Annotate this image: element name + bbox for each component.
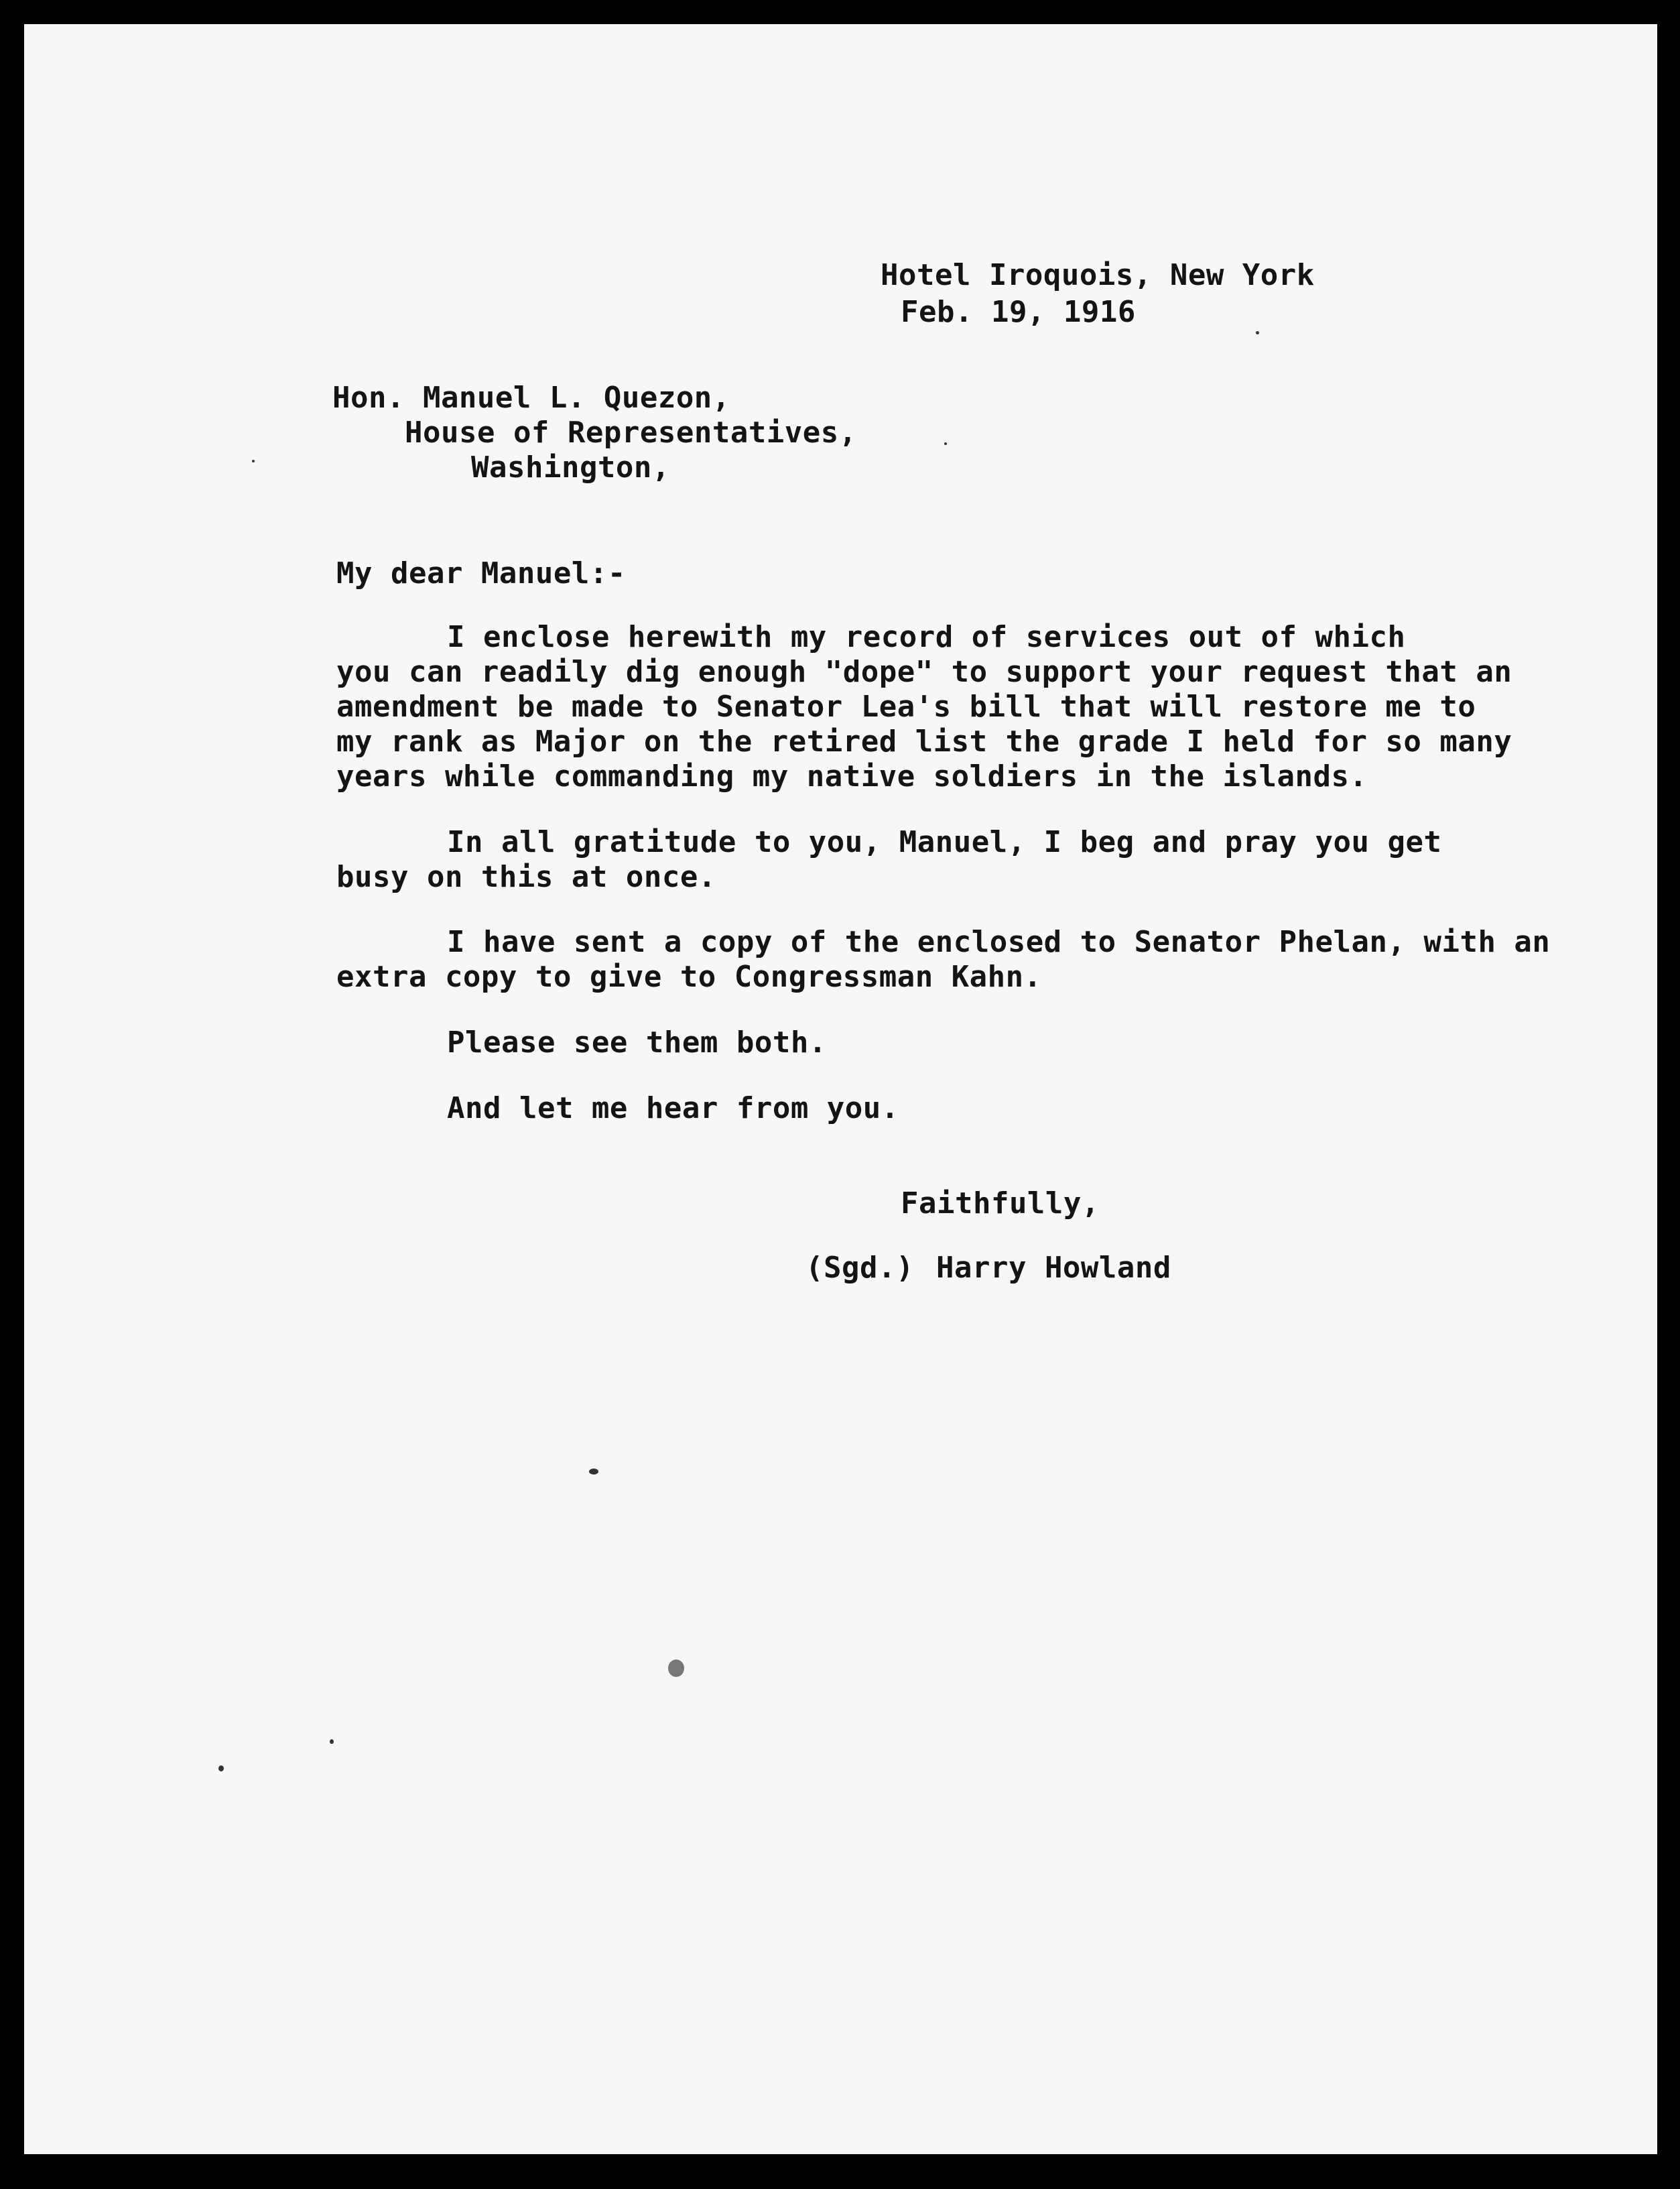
body-p3-line2: extra copy to give to Congressman Kahn. <box>336 960 1042 994</box>
body-p1-line4: my rank as Major on the retired list the grade I held for so many <box>336 725 1512 759</box>
body-p2-line2: busy on this at once. <box>336 860 716 894</box>
scan-speck <box>589 1468 598 1475</box>
scan-speck <box>1256 331 1259 334</box>
letterhead-place: Hotel Iroquois, New York <box>881 258 1315 292</box>
scan-speck <box>668 1660 684 1677</box>
body-p2-line1: In all gratitude to you, Manuel, I beg and pray you get <box>447 825 1442 859</box>
body-p1-line5: years while commanding my native soldiers in the islands. <box>336 759 1368 794</box>
body-p4: Please see them both. <box>447 1025 827 1060</box>
body-p1-line3: amendment be made to Senator Lea's bill that will restore me to <box>336 690 1476 724</box>
salutation: My dear Manuel:- <box>336 556 626 590</box>
scan-speck <box>252 460 255 462</box>
body-p1-line2: you can readily dig enough "dope" to support your request that an <box>336 655 1512 689</box>
body-p3-line1: I have sent a copy of the enclosed to Senator Phelan, with an <box>447 925 1551 959</box>
valediction: Faithfully, <box>901 1186 1100 1221</box>
recipient-name: Hon. Manuel L. Quezon, <box>332 381 730 415</box>
recipient-city: Washington, <box>471 450 670 485</box>
scan-speck <box>944 442 947 445</box>
body-p5: And let me hear from you. <box>447 1091 899 1125</box>
signature-name: Harry Howland <box>936 1251 1171 1285</box>
body-p1-line1: I enclose herewith my record of services out of which <box>447 620 1406 654</box>
scan-speck <box>330 1739 334 1744</box>
signature-prefix: (Sgd.) <box>805 1251 914 1285</box>
scan-speck <box>218 1765 224 1771</box>
recipient-office: House of Representatives, <box>405 416 857 450</box>
letter-date: Feb. 19, 1916 <box>901 295 1136 329</box>
letter-page <box>24 24 1657 2154</box>
